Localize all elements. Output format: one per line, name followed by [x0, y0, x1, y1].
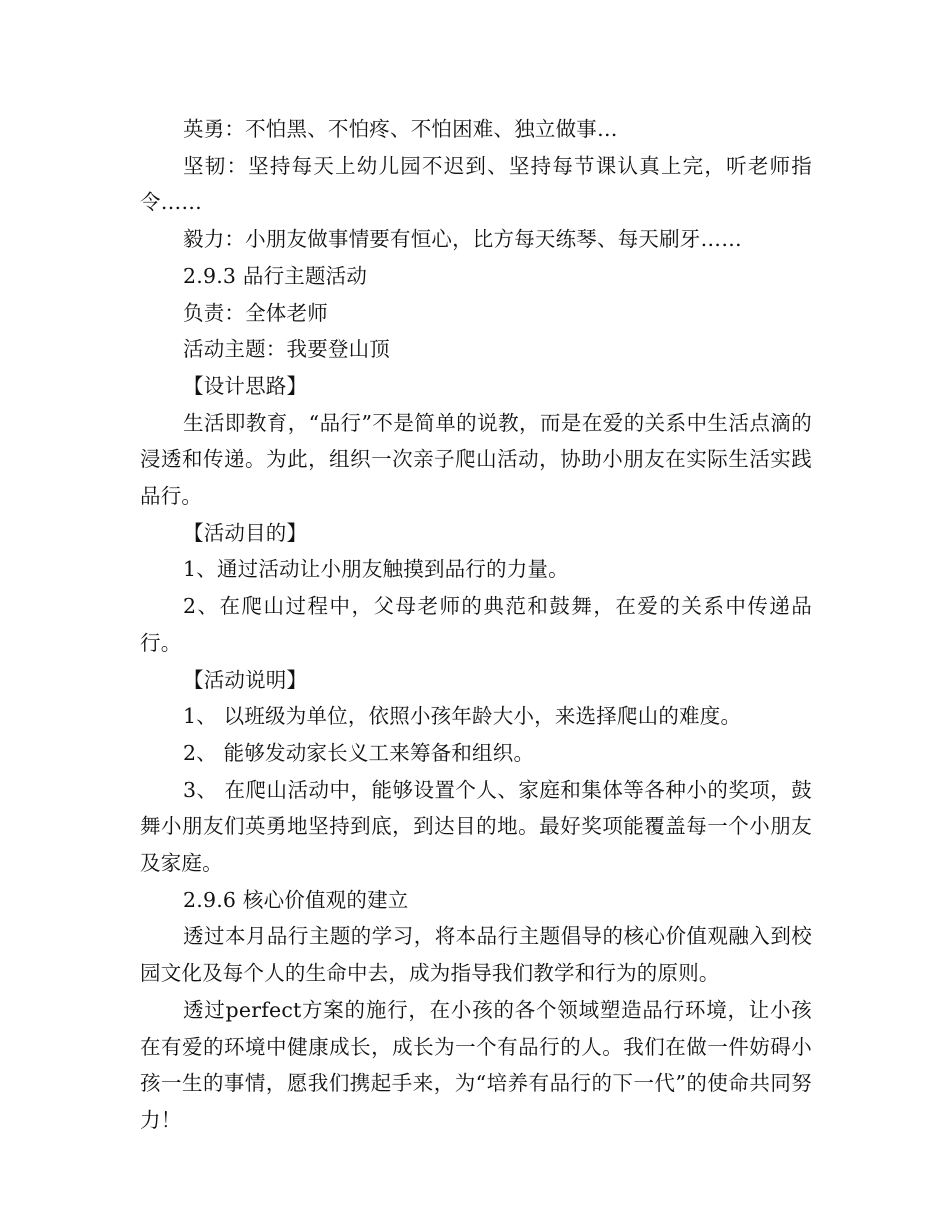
document-body	[140, 111, 812, 1139]
list-item-goal-1: 1、通过活动让小朋友触摸到品行的力量。	[183, 557, 569, 582]
subheading-activity-goal: 【活动目的】	[183, 520, 308, 545]
list-item-goal-2: 2、在爬山过程中，父母老师的典范和鼓舞，在爱的关系中传递品行。	[140, 594, 812, 655]
paragraph-activity-theme: 活动主题：我要登山顶	[183, 337, 390, 362]
section-heading-character-activity: 2.9.3 品行主题活动	[183, 263, 368, 288]
subheading-design-idea: 【设计思路】	[183, 373, 308, 398]
paragraph-responsible: 负责：全体老师	[183, 300, 328, 325]
list-item-note-3: 3、 在爬山活动中，能够设置个人、家庭和集体等各种小的奖项，鼓舞小朋友们英勇地坚持到底，到达目的地。最好奖项能覆盖每一个小朋友及家庭。	[140, 777, 812, 876]
paragraph-design-idea: 生活即教育，“品行”不是简单的说教，而是在爱的关系中生活点滴的浸透和传递。为此，组织一次亲子爬山活动，协助小朋友在实际生活实践品行。	[140, 410, 812, 509]
paragraph-perseverance: 毅力：小朋友做事情要有恒心，比方每天练琴、每天刷牙……	[183, 227, 742, 252]
subheading-activity-notes: 【活动说明】	[183, 667, 308, 692]
paragraph-core-values: 透过本月品行主题的学习，将本品行主题倡导的核心价值观融入到校园文化及每个人的生命中去，成为指导我们教学和行为的原则。	[140, 924, 812, 986]
list-item-note-1: 1、 以班级为单位，依照小孩年龄大小，来选择爬山的难度。	[183, 704, 742, 729]
paragraph-closing: 透过perfect方案的施行，在小孩的各个领域塑造品行环境，让小孩在有爱的环境中健康成长，成长为一个有品行的人。我们在做一件妨碍小孩一生的事情，愿我们携起手来，为“培养有品行的下一代”的使命共同努力！	[140, 997, 812, 1132]
list-item-note-2: 2、 能够发动家长义工来筹备和组织。	[183, 740, 535, 765]
paragraph-tenacity: 坚韧：坚持每天上幼儿园不迟到、坚持每节课认真上完，听老师指令……	[140, 153, 812, 215]
section-heading-core-values: 2.9.6 核心价值观的建立	[183, 887, 409, 912]
paragraph-courage: 英勇：不怕黑、不怕疼、不怕困难、独立做事…	[183, 117, 618, 141]
